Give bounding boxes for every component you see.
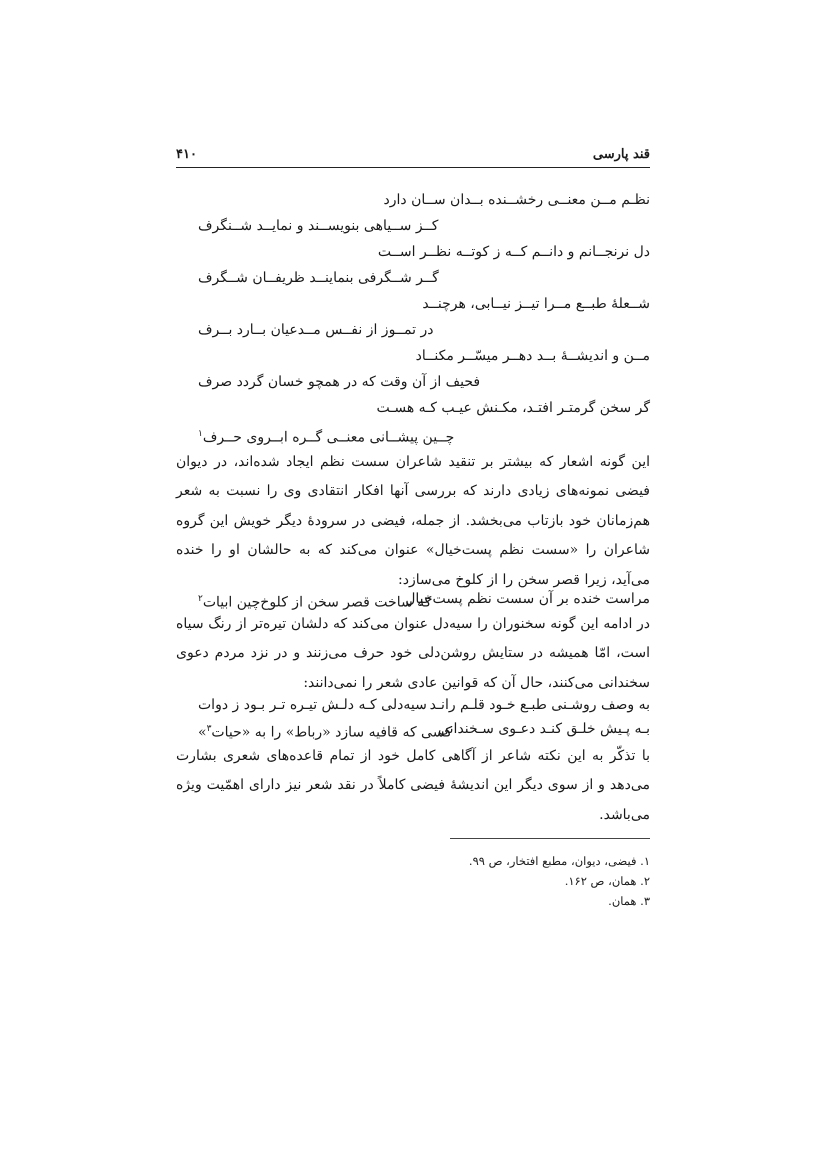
verse-line: کــز ســیاهی بنویســند و نمایــد شــنگرف — [198, 218, 439, 234]
couplet-text: که ساخت قصر سخن از کلوخ‌چین ابیات — [202, 594, 432, 611]
footnote-rule — [450, 838, 650, 839]
verse-line: گــر شــگرفی بنماینــد ظریفــان شــگرف — [198, 270, 439, 286]
verse-line: فحیف از آن وقت که در همچو خسان گردد صرف — [198, 374, 481, 390]
footnote: ۱. فیضی، دیوان، مطبع افتخار، ص ۹۹. — [468, 854, 650, 868]
body-paragraph: در ادامه این گونه سخنوران را سیه‌دل عنوان می‌کند که دلشان تیره‌تر از رنگ سیاه است، امّا همیشه در ستایش روشن‌دلی خود حرف می‌زنند و در نزد مردم دعوی سخندانی می‌کنند، حال آن که قوانین عادی شعر را نمی‌دانند: — [176, 616, 650, 691]
verse-text: چــین پیشــانی معنــی گــره ابــروی حــرف — [202, 429, 455, 446]
couplet-hemistich-right: به وصف روشـنی طبـع خـود قلـم رانـد — [429, 697, 650, 713]
verse-line: مــن و اندیشــهٔ بــد دهــر میسّــر مکنــاد — [415, 348, 650, 364]
footnote-marker: ۳ — [206, 724, 212, 734]
couplet-hemistich-left: سیه‌دلی کـه دلـش تیـره تـر بـود ز دوات — [198, 697, 427, 713]
footnote-marker: ۲ — [198, 594, 203, 604]
body-paragraph: با تذکّر به این نکته شاعر از آگاهی کامل خود از تمام قاعده‌های شعری بشارت می‌دهد و از سوی دیگر این اندیشهٔ فیضی کاملاً در نقد شعر نیز دارای اهمّیت ویژه می‌باشد. — [176, 748, 650, 823]
body-paragraph: این گونه اشعار که بیشتر بر تنقید شاعران سست نظم ایجاد شده‌اند، در دیوان فیضی نمونه‌های زیادی دارند که بررسی آنها افکار انتقادی وی را نسبت به شعر هم‌زمانان خود بازتاب می‌بخشد. از جمله، فیضی در سرودهٔ دیگر خویش این گروه شاعران را «سست نظم پست‌خیال» عنوان می‌کند که به حالشان او را خنده می‌آید، زیرا قصر سخن را از کلوخ می‌سازد: — [176, 454, 650, 588]
verse-line — [198, 424, 454, 448]
couplet-hemistich-right: مراست خنده بر آن سست نظم پست‌خیال — [405, 591, 650, 607]
couplet-hemistich-left — [198, 718, 452, 744]
footnote: ۲. همان، ص ۱۶۲. — [564, 874, 650, 888]
footnote: ۳. همان. — [608, 894, 650, 908]
verse-line: در تمــوز از نفــس مــدعیان بــارد بــرف — [198, 322, 434, 338]
verse-line: نظـم مــن معنــی رخشــنده بــدان ســان دارد — [383, 192, 650, 208]
verse-line: دل نرنجــانم و دانــم کــه ز کوتــه نظــر اســت — [377, 244, 650, 260]
couplet-text: کسی که قافیه سازد «رباط» را به «حیات — [211, 724, 452, 741]
running-header-title: قند پارسی — [592, 147, 650, 162]
page-number: ۴۱۰ — [176, 147, 197, 162]
header-rule — [176, 167, 650, 168]
footnote-marker: ۱ — [198, 429, 203, 439]
verse-line: شــعلهٔ طبــع مــرا تیــز نیــابی، هرچنــد — [422, 296, 650, 312]
verse-line: گر سخن گرمتـر افتـد، مکـنش عیـب کـه هسـت — [376, 400, 650, 416]
closing-quote: » — [198, 724, 207, 741]
couplet-hemistich-right: بـه پـیش خلـق کنـد دعـوی سـخندانی — [437, 721, 650, 737]
